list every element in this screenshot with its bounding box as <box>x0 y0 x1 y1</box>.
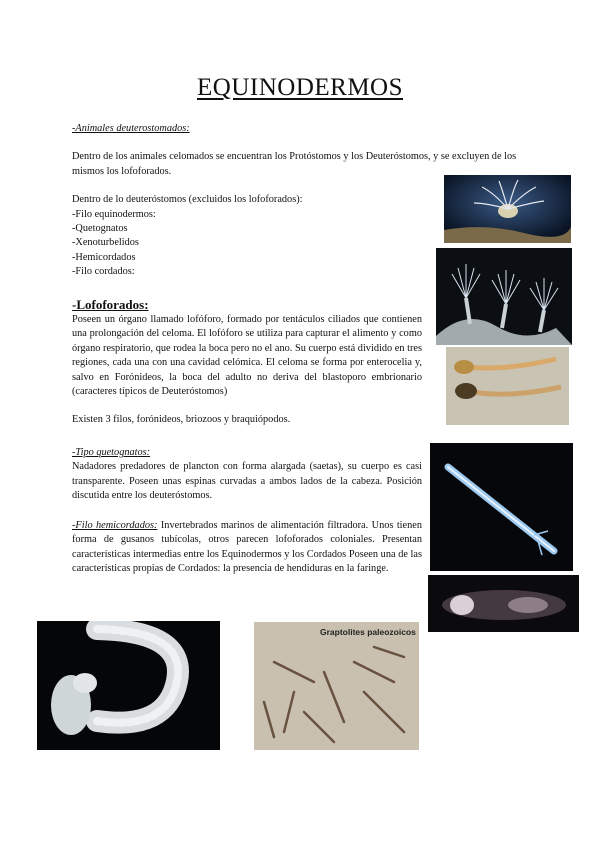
section-quetognatos <box>72 446 422 504</box>
photo-lophophorates <box>436 248 572 345</box>
section-heading: -Tipo quetognatos: <box>72 447 151 458</box>
paragraph <box>72 519 422 577</box>
list-item: -Hemicordados <box>72 251 136 263</box>
photo-hemichordate-larva <box>428 575 579 632</box>
paragraph: Nadadores predadores de plancton con forma alargada (saetas), su cuerpo es casi transparente. Poseen unas espinas curvadas a ambos lados de la cabeza. Posición discutida entre los deuteróstomos. <box>72 461 422 502</box>
section-heading: -Lofoforados: <box>72 297 149 312</box>
list-item: -Quetognatos <box>72 223 128 235</box>
photo-graptolites <box>254 622 419 750</box>
paragraph-text: Invertebrados marinos de alimentación filtradora. Unos tienen forma de gusanos tubícolas, otros parecen lofoforados coloniales. Presentan características intermedias entre los Equinodermos y los Cordados Poseen una de las características propias de Cordados: la presencia de hendiduras en la faringe. <box>72 520 422 575</box>
image-caption: Graptolites paleozoicos <box>320 627 416 637</box>
section-lofoforados <box>72 297 422 428</box>
list-item: -Xenoturbelidos <box>72 237 139 249</box>
page-title: EQUINODERMOS <box>197 74 403 101</box>
photo-crinoid <box>444 175 571 243</box>
paragraph: Dentro de los animales celomados se encuentran los Protóstomos y los Deuteróstomos, y se excluyen de los mismos los lofoforados. <box>72 151 517 177</box>
photo-arrow-worm <box>430 443 573 571</box>
paragraph: Poseen un órgano llamado lofóforo, formado por tentáculos ciliados que contienen una prolongación del celoma. El lofóforo se utiliza para capturar el alimento y como órgano respiratorio, que rodea la boca pero no el ano. Su cuerpo está dividido en tres regiones, cada una con una cavidad celómica. El celoma se forma por enterocelia y, salvo en Forónideos, la boca del adulto no deriva del blastoporo embrionario (caracteres típicos de Deuteróstomos) <box>72 314 422 398</box>
photo-phoronid-worms <box>446 347 569 425</box>
section-heading: -Filo hemicordados: <box>72 520 158 531</box>
photo-acorn-worm <box>37 621 220 750</box>
section-heading: -Animales deuterostomados: <box>72 123 190 134</box>
list-item: -Filo equinodermos: <box>72 208 156 220</box>
list-item: -Filo cordados: <box>72 266 135 278</box>
paragraph: Existen 3 filos, forónideos, briozoos y braquiópodos. <box>72 414 291 426</box>
section-hemicordados <box>72 519 422 577</box>
paragraph: Dentro de lo deuteróstomos (excluidos los lofoforados): <box>72 194 303 206</box>
